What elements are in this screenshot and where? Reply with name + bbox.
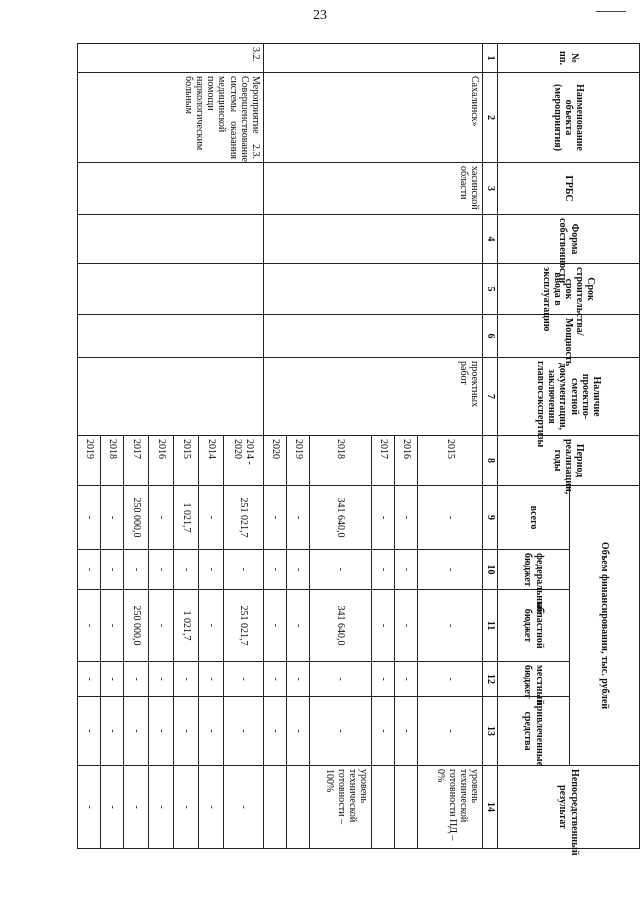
page-number: 23 — [313, 8, 327, 23]
column-number: 6 — [483, 315, 498, 358]
regional-cell: 1 021,7 — [174, 590, 199, 662]
private-cell: - — [174, 697, 199, 766]
header-result: Непосредственный результат — [498, 766, 640, 849]
private-cell: - — [287, 697, 310, 766]
total-cell: - — [372, 486, 395, 550]
year-cell: 2017 — [124, 436, 149, 486]
regional-cell: - — [418, 590, 483, 662]
top-rule — [596, 11, 626, 12]
private-cell: - — [224, 697, 264, 766]
grbs-cell — [78, 163, 264, 215]
total-cell: 341 640,0 — [310, 486, 372, 550]
regional-cell: - — [395, 590, 418, 662]
private-cell: - — [372, 697, 395, 766]
federal-cell: - — [264, 550, 287, 590]
federal-cell: - — [395, 550, 418, 590]
capacity-cell — [264, 315, 483, 358]
column-number: 10 — [483, 550, 498, 590]
result-cell: - — [78, 766, 101, 849]
total-cell: 1 021,7 — [174, 486, 199, 550]
regional-cell: 250 000,0 — [124, 590, 149, 662]
column-number: 2 — [483, 73, 498, 163]
regional-cell: 341 640,0 — [310, 590, 372, 662]
result-cell — [287, 766, 310, 849]
table-row — [224, 44, 264, 849]
header-regional: областной бюджет — [498, 590, 570, 662]
federal-cell: - — [174, 550, 199, 590]
year-cell: 2019 — [287, 436, 310, 486]
total-cell: - — [149, 486, 174, 550]
header-local: местный бюджет — [498, 662, 570, 697]
regional-cell: - — [78, 590, 101, 662]
private-cell: - — [395, 697, 418, 766]
local-cell: - — [124, 662, 149, 697]
federal-cell: - — [418, 550, 483, 590]
header-name: Наименование объекта (мероприятия) — [498, 73, 640, 163]
total-cell: 251 021,7 — [224, 486, 264, 550]
local-cell: - — [101, 662, 124, 697]
header-ownership: Форма собственности — [498, 215, 640, 264]
column-number: 4 — [483, 215, 498, 264]
header-num: № пп. — [498, 44, 640, 73]
column-number: 5 — [483, 264, 498, 315]
local-cell: - — [418, 662, 483, 697]
column-number: 3 — [483, 163, 498, 215]
private-cell: - — [78, 697, 101, 766]
column-number: 14 — [483, 766, 498, 849]
local-cell: - — [264, 662, 287, 697]
result-cell: - — [101, 766, 124, 849]
header-row — [570, 44, 640, 849]
result-cell: - — [174, 766, 199, 849]
year-cell: 2015 — [174, 436, 199, 486]
header-docs: Наличие проектно-сметной документации, заключения главгосэкспертизы — [498, 358, 640, 436]
private-cell: - — [101, 697, 124, 766]
federal-cell: - — [199, 550, 224, 590]
private-cell: - — [199, 697, 224, 766]
grbs-cell: хасинской области — [264, 163, 483, 215]
header-total: всего — [498, 486, 570, 550]
result-cell — [372, 766, 395, 849]
ownership-cell — [78, 215, 264, 264]
private-cell: - — [418, 697, 483, 766]
term-cell — [78, 264, 264, 315]
local-cell: - — [174, 662, 199, 697]
header-grbs: ГРБС — [498, 163, 640, 215]
federal-cell: - — [124, 550, 149, 590]
object-name-cell: Сахалинск» — [264, 73, 483, 163]
regional-cell: 251 021,7 — [224, 590, 264, 662]
regional-cell: - — [149, 590, 174, 662]
result-cell: - — [224, 766, 264, 849]
object-name-cell: Мероприятие 2.3. Совершенствование системы оказания медицинской помощи наркологическим больным — [78, 73, 264, 163]
regional-cell: - — [264, 590, 287, 662]
year-cell: 2016 — [149, 436, 174, 486]
total-cell: - — [101, 486, 124, 550]
year-cell: 2017 — [372, 436, 395, 486]
federal-cell: - — [372, 550, 395, 590]
rotated-page — [80, 43, 640, 856]
result-cell — [264, 766, 287, 849]
year-cell: 2014 — [199, 436, 224, 486]
result-cell: уровень технической готовности ПД – 0% — [418, 766, 483, 849]
total-cell: - — [287, 486, 310, 550]
federal-cell: - — [101, 550, 124, 590]
total-cell: - — [199, 486, 224, 550]
financing-table — [77, 43, 640, 856]
regional-cell: - — [199, 590, 224, 662]
column-number: 7 — [483, 358, 498, 436]
total-cell: - — [395, 486, 418, 550]
result-cell: уровень технической готовности – 100% — [310, 766, 372, 849]
column-number: 11 — [483, 590, 498, 662]
docs-cell: проектных работ — [264, 358, 483, 436]
result-cell: - — [149, 766, 174, 849]
federal-cell: - — [287, 550, 310, 590]
header-term: Срок строительства/срок ввода в эксплуатацию — [498, 264, 640, 315]
header-capacity: Мощность — [498, 315, 640, 358]
result-cell: - — [199, 766, 224, 849]
year-cell: 2016 — [395, 436, 418, 486]
private-cell: - — [149, 697, 174, 766]
year-cell: 2018 — [101, 436, 124, 486]
federal-cell: - — [149, 550, 174, 590]
year-cell: 2020 — [264, 436, 287, 486]
column-number: 12 — [483, 662, 498, 697]
result-cell — [395, 766, 418, 849]
column-number: 1 — [483, 44, 498, 73]
regional-cell: - — [287, 590, 310, 662]
local-cell: - — [224, 662, 264, 697]
local-cell: - — [310, 662, 372, 697]
row-num-cell: 3.2. — [78, 44, 264, 73]
capacity-cell — [78, 315, 264, 358]
year-cell: 2015 — [418, 436, 483, 486]
header-private: привлеченные средства — [498, 697, 570, 766]
federal-cell: - — [310, 550, 372, 590]
header-federal: федеральный бюджет — [498, 550, 570, 590]
federal-cell: - — [78, 550, 101, 590]
total-cell: - — [418, 486, 483, 550]
local-cell: - — [149, 662, 174, 697]
row-num-cell — [264, 44, 483, 73]
local-cell: - — [372, 662, 395, 697]
column-number: 13 — [483, 697, 498, 766]
docs-cell — [78, 358, 264, 436]
year-cell: 2018 — [310, 436, 372, 486]
ownership-cell — [264, 215, 483, 264]
local-cell: - — [199, 662, 224, 697]
local-cell: - — [78, 662, 101, 697]
private-cell: - — [124, 697, 149, 766]
local-cell: - — [395, 662, 418, 697]
regional-cell: - — [101, 590, 124, 662]
private-cell: - — [310, 697, 372, 766]
column-number-row — [483, 44, 498, 849]
term-cell — [264, 264, 483, 315]
total-cell: - — [264, 486, 287, 550]
regional-cell: - — [372, 590, 395, 662]
result-cell: - — [124, 766, 149, 849]
header-financing: Объем финансирования, тыс. рублей — [570, 486, 640, 766]
year-cell: 2019 — [78, 436, 101, 486]
total-cell: 250 000,0 — [124, 486, 149, 550]
column-number: 8 — [483, 436, 498, 486]
table-row — [418, 44, 483, 849]
federal-cell: - — [224, 550, 264, 590]
year-cell: 2014 - 2020 — [224, 436, 264, 486]
private-cell: - — [264, 697, 287, 766]
column-number: 9 — [483, 486, 498, 550]
local-cell: - — [287, 662, 310, 697]
header-period: Период реализации, годы — [498, 436, 640, 486]
total-cell: - — [78, 486, 101, 550]
